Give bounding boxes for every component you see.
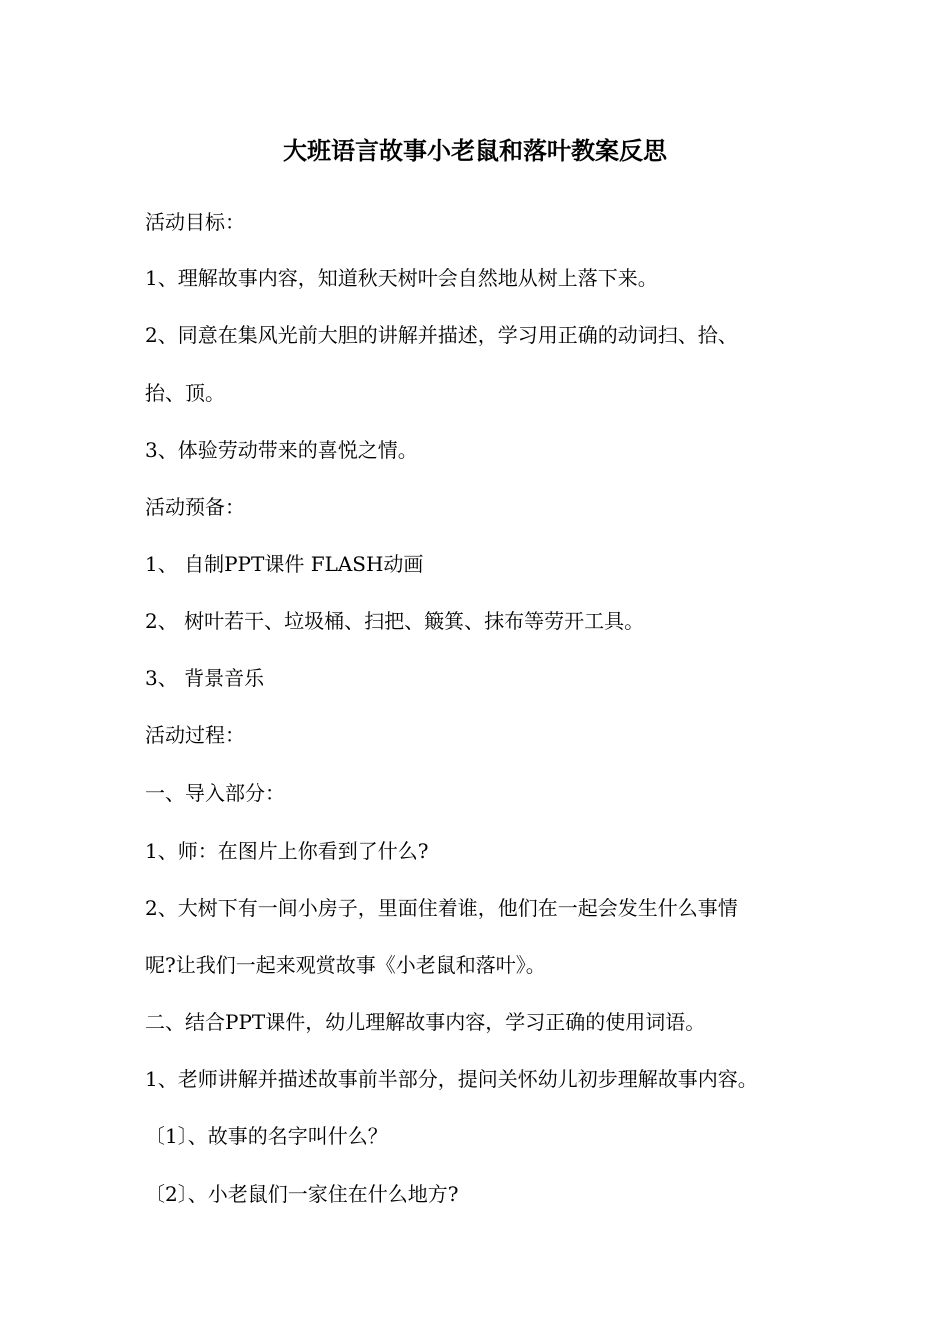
process-line-2: 2、大树下有一间小房子，里面住着谁，他们在一起会发生什么事情 [145, 896, 738, 920]
question-line-1: 〔1〕、故事的名字叫什么？ [145, 1124, 388, 1148]
preparation-line-2: 2、 树叶若干、垃圾桶、扫把、簸箕、抹布等劳开工具。 [145, 609, 645, 633]
section-heading-objectives: 活动目标： [145, 210, 245, 234]
question-line-2: 〔2〕、小老鼠们一家住在什么地方? [145, 1182, 459, 1206]
section-heading-process: 活动过程： [145, 723, 245, 747]
process-line-1: 1、师：在图片上你看到了什么? [145, 839, 429, 863]
objective-line-2-cont: 抬、顶。 [145, 381, 225, 405]
preparation-line-1: 1、 自制PPT课件 FLASH动画 [145, 552, 424, 576]
preparation-line-3: 3、 背景音乐 [145, 666, 265, 690]
objective-line-2: 2、同意在集风光前大胆的讲解并描述，学习用正确的动词扫、拾、 [145, 323, 738, 347]
objective-line-1: 1、理解故事内容，知道秋天树叶会自然地从树上落下来。 [145, 266, 658, 290]
process-part-1-heading: 一、导入部分： [145, 781, 285, 805]
objective-line-3: 3、体验劳动带来的喜悦之情。 [145, 438, 418, 462]
process-line-2-cont: 呢?让我们一起来观赏故事《小老鼠和落叶》。 [145, 953, 546, 977]
process-part-2-heading: 二、结合PPT课件，幼儿理解故事内容，学习正确的使用词语。 [145, 1010, 706, 1034]
section-heading-preparation: 活动预备： [145, 495, 245, 519]
document-title: 大班语言故事小老鼠和落叶教案反思 [283, 136, 667, 165]
process-part-2-line-1: 1、老师讲解并描述故事前半部分，提问关怀幼儿初步理解故事内容。 [145, 1067, 758, 1091]
